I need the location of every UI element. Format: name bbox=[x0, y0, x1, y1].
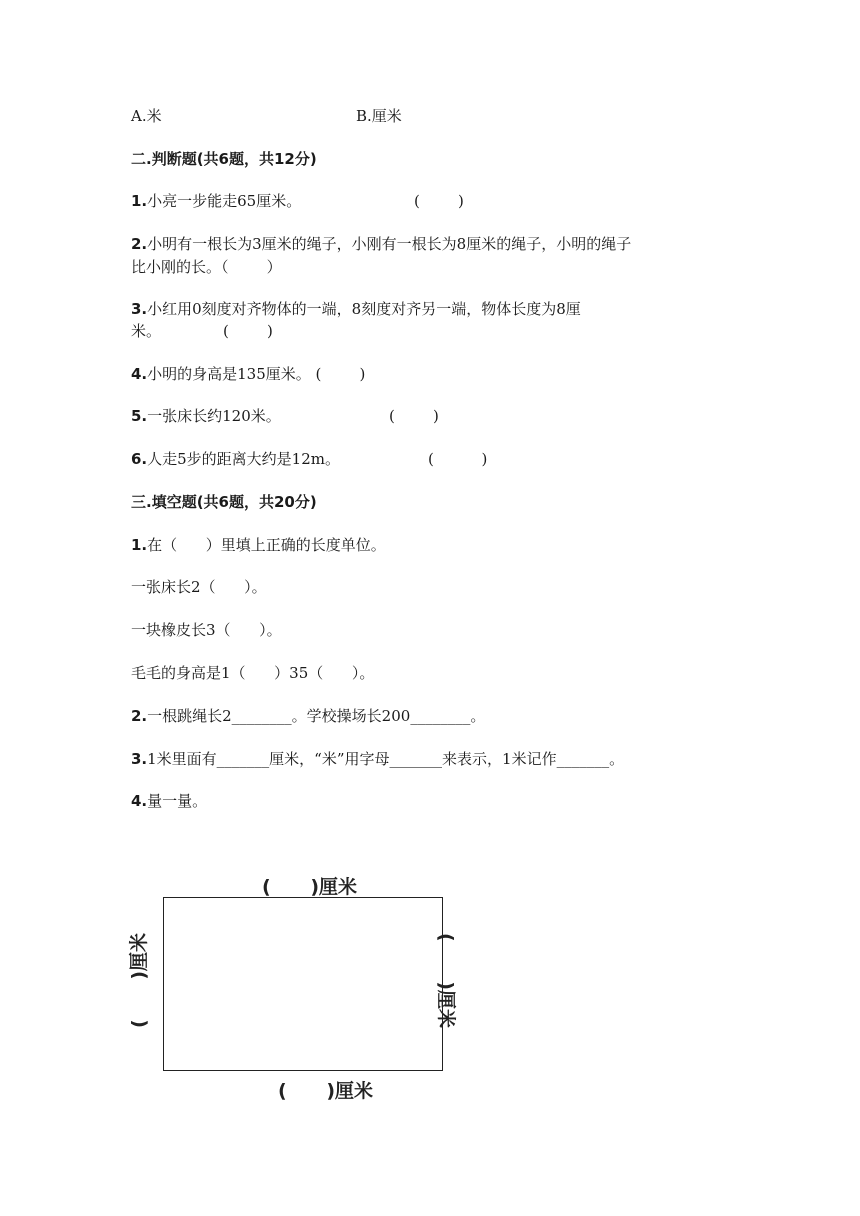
section3-heading: 三.填空题(共6题，共20分) bbox=[131, 493, 317, 511]
question-text: 量一量。 bbox=[147, 792, 208, 810]
question-text: 小明有一根长为3厘米的绳子，小刚有一根长为8厘米的绳子，小明的绳子 bbox=[147, 235, 632, 253]
question-number: 4. bbox=[131, 792, 148, 810]
question-number: 3. bbox=[131, 300, 148, 318]
measure-rectangle-figure bbox=[120, 860, 500, 1110]
answer-bracket: ( ) bbox=[428, 450, 488, 468]
question-text: 一根跳绳长2________。学校操场长200________。 bbox=[147, 707, 486, 725]
judge-question-5 bbox=[131, 405, 439, 427]
fill-question-1 bbox=[131, 534, 386, 556]
answer-bracket: ( ) bbox=[414, 192, 464, 210]
question-text: 小亮一步能走65厘米。 bbox=[147, 192, 302, 210]
question-text: 小明的身高是135厘米。 ( ) bbox=[147, 365, 366, 383]
judge-question-3-cont: 米。 ( ) bbox=[131, 322, 273, 340]
question-number: 1. bbox=[131, 536, 148, 554]
question-number: 2. bbox=[131, 707, 148, 725]
rectangle bbox=[163, 897, 443, 1071]
question-number: 4. bbox=[131, 365, 148, 383]
question-number: 2. bbox=[131, 235, 148, 253]
fill-question-4 bbox=[131, 790, 207, 812]
fill-question-3 bbox=[131, 748, 624, 770]
judge-question-2-cont: 比小刚的长。（ ） bbox=[131, 258, 282, 276]
question-text: 人走5步的距离大约是12m。 bbox=[147, 450, 340, 468]
top-length-label: ( )厘米 bbox=[262, 876, 358, 898]
fill-question-1-sub3: 毛毛的身高是1（ ）35（ ）。 bbox=[131, 664, 375, 682]
question-number: 3. bbox=[131, 750, 148, 768]
option-a: A.米 bbox=[131, 107, 162, 125]
option-b: B.厘米 bbox=[356, 107, 402, 125]
question-number: 1. bbox=[131, 192, 148, 210]
question-text: 1米里面有_______厘米，“米”用字母_______来表示，1米记作_______。 bbox=[147, 750, 625, 768]
fill-question-1-sub2: 一块橡皮长3（ ）。 bbox=[131, 621, 282, 639]
answer-bracket: ( ) bbox=[389, 407, 439, 425]
judge-question-2 bbox=[131, 233, 631, 255]
right-width-label: ( )厘米 bbox=[435, 932, 458, 1029]
judge-question-3 bbox=[131, 298, 581, 320]
bottom-length-label: ( )厘米 bbox=[278, 1080, 374, 1102]
judge-question-6 bbox=[131, 448, 488, 470]
section2-heading: 二.判断题(共6题，共12分) bbox=[131, 150, 317, 168]
left-width-label: ( )厘米 bbox=[128, 932, 151, 1029]
question-text: 一张床长约120米。 bbox=[147, 407, 281, 425]
fill-question-2 bbox=[131, 705, 485, 727]
question-text: 在（ ）里填上正确的长度单位。 bbox=[147, 536, 386, 554]
question-number: 6. bbox=[131, 450, 148, 468]
judge-question-4 bbox=[131, 363, 365, 385]
question-text: 小红用0刻度对齐物体的一端，8刻度对齐另一端，物体长度为8厘 bbox=[147, 300, 581, 318]
question-number: 5. bbox=[131, 407, 148, 425]
judge-question-1 bbox=[131, 190, 464, 212]
fill-question-1-sub1: 一张床长2（ ）。 bbox=[131, 578, 267, 596]
